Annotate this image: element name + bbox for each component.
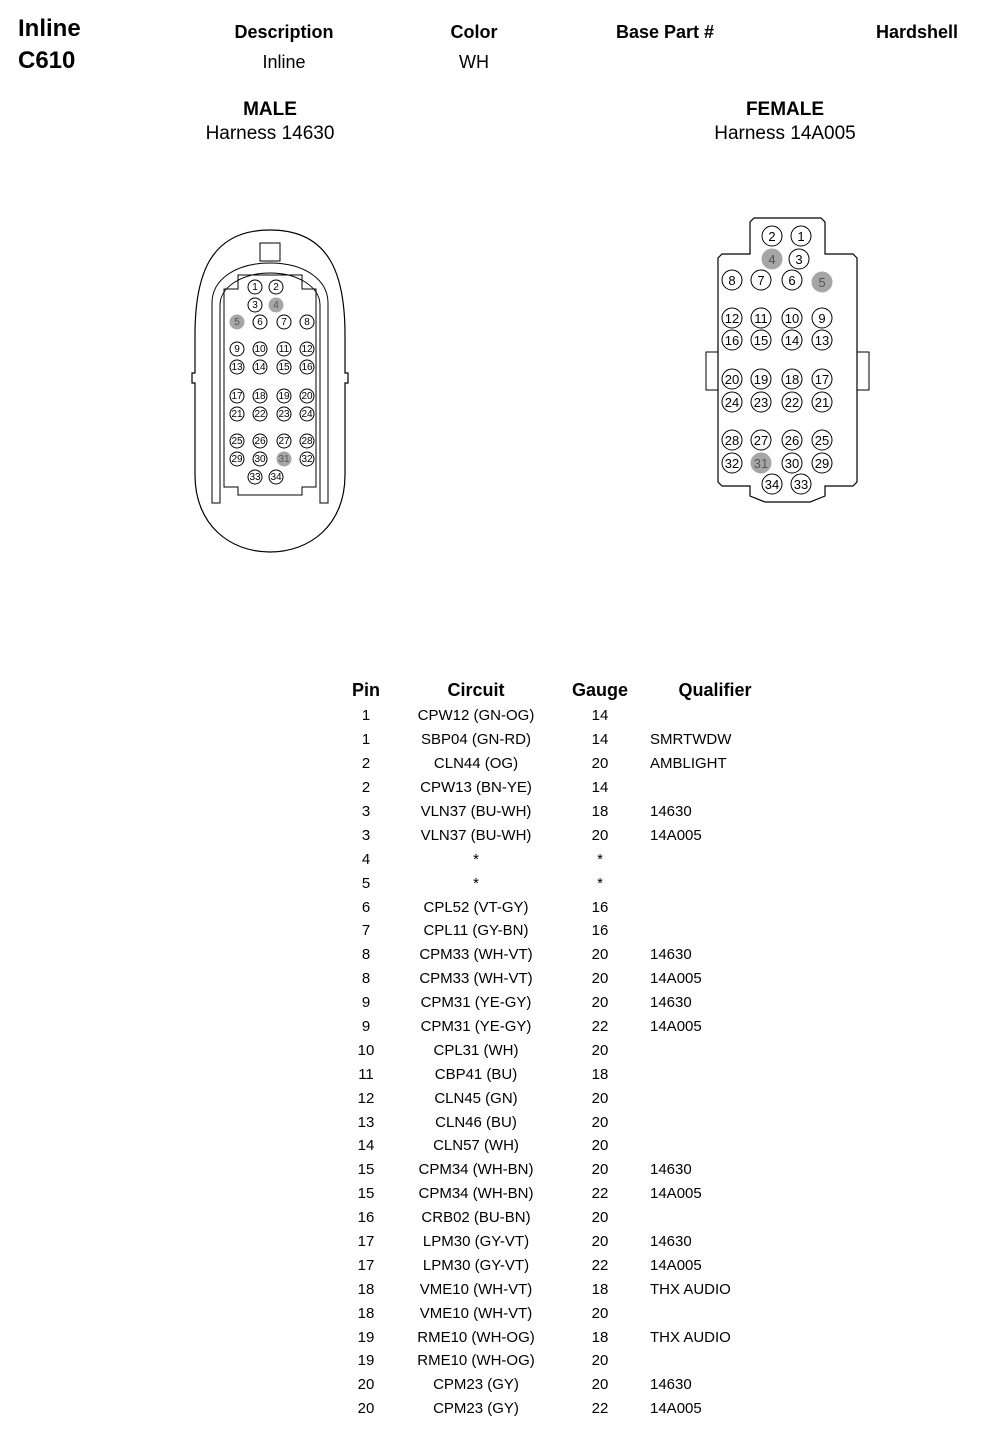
header-gauge: Gauge — [571, 679, 628, 700]
header-pin: Pin — [351, 679, 380, 700]
table-row — [340, 1038, 790, 1062]
pin-cell: 20 — [357, 1376, 375, 1394]
female-pin-label: 29 — [814, 456, 830, 471]
male-pin-label: 8 — [304, 317, 310, 328]
pin-cell: 14 — [357, 1137, 375, 1155]
pin-cell: 3 — [361, 803, 371, 820]
male-inner-shell — [212, 263, 328, 503]
table-header-row — [340, 676, 790, 704]
female-pin-label: 30 — [784, 456, 800, 471]
pin-cell: 7 — [361, 922, 371, 940]
gauge-cell: 16 — [591, 922, 609, 940]
female-pin-label: 33 — [793, 477, 809, 492]
table-row — [340, 943, 790, 967]
qualifier-cell: 14630 — [650, 803, 692, 820]
description-value: Inline — [262, 52, 306, 72]
circuit-cell: CPL31 (WH) — [433, 1041, 519, 1059]
qualifier-cell — [640, 1206, 790, 1230]
circuit-cell: CPM31 (YE-GY) — [420, 994, 532, 1012]
gauge-cell: 20 — [591, 1233, 609, 1251]
circuit-cell: CRB02 (BU-BN) — [421, 1209, 531, 1227]
qualifier-cell — [640, 776, 790, 800]
male-pin-label: 31 — [278, 454, 290, 465]
male-pin-label: 28 — [301, 436, 313, 447]
circuit-cell: LPM30 (GY-VT) — [422, 1233, 530, 1251]
gauge-cell: 20 — [591, 1352, 609, 1370]
table-row — [340, 919, 790, 943]
pin-cell: 18 — [357, 1304, 375, 1322]
qualifier-cell — [640, 847, 790, 871]
circuit-cell: CPL11 (GY-BN) — [423, 922, 529, 940]
male-pin-label: 27 — [278, 436, 290, 447]
table-row — [340, 847, 790, 871]
pin-cell: 9 — [361, 994, 371, 1012]
gauge-cell: 22 — [591, 1256, 609, 1274]
gauge-cell: * — [597, 850, 603, 868]
female-pin-label: 21 — [814, 395, 830, 410]
female-pin-label: 23 — [753, 395, 769, 410]
table-row — [340, 991, 790, 1015]
female-pin-label: 22 — [784, 395, 800, 410]
header-qualifier: Qualifier — [678, 679, 752, 700]
male-pin-label: 6 — [257, 317, 263, 328]
circuit-cell: CLN45 (GN) — [434, 1089, 518, 1107]
male-pin-label: 7 — [281, 317, 287, 328]
qualifier-cell: THX AUDIO — [650, 1328, 731, 1346]
circuit-cell: CPM31 (YE-GY) — [420, 1018, 532, 1036]
male-pin-label: 9 — [234, 344, 240, 355]
gauge-cell: 14 — [591, 731, 609, 749]
circuit-cell: VME10 (WH-VT) — [419, 1304, 533, 1322]
pin-cell: 9 — [361, 1018, 371, 1036]
pin-cell: 15 — [357, 1185, 375, 1203]
pin-table — [340, 676, 790, 1421]
male-pin-label: 32 — [301, 454, 313, 465]
pin-cell: 10 — [357, 1041, 375, 1059]
qualifier-cell: 14A005 — [650, 1400, 702, 1418]
male-pin-label: 16 — [301, 362, 313, 373]
female-pin-label: 17 — [814, 372, 830, 387]
female-pin-label: 2 — [768, 229, 776, 244]
gauge-cell: 18 — [591, 803, 609, 820]
female-pin-label: 4 — [768, 252, 776, 267]
circuit-cell: CLN44 (OG) — [433, 755, 519, 773]
table-row — [340, 1158, 790, 1182]
female-pin-label: 20 — [724, 372, 740, 387]
color-label: Color — [450, 22, 498, 42]
male-outer-shell — [192, 230, 348, 552]
pin-cell: 16 — [357, 1209, 375, 1227]
female-pin-label: 27 — [753, 433, 769, 448]
circuit-cell: CPM34 (WH-BN) — [418, 1185, 534, 1203]
table-row — [340, 1230, 790, 1254]
pin-cell: 6 — [361, 898, 371, 916]
female-pin-label: 9 — [818, 311, 826, 326]
circuit-cell: CPM33 (WH-VT) — [419, 946, 533, 964]
gauge-cell: 20 — [591, 994, 609, 1012]
table-row — [340, 1206, 790, 1230]
pin-cell: 17 — [357, 1233, 375, 1251]
base-part-label: Base Part # — [615, 22, 715, 42]
male-pin-label: 13 — [231, 362, 243, 373]
circuit-cell: CPM34 (WH-BN) — [418, 1161, 534, 1179]
circuit-cell: VLN37 (BU-WH) — [420, 803, 532, 820]
female-pin-label: 8 — [728, 273, 736, 288]
female-pin-label: 32 — [724, 456, 740, 471]
circuit-cell: CPM23 (GY) — [433, 1400, 519, 1418]
male-key — [260, 243, 280, 261]
male-pin-label: 1 — [252, 282, 258, 293]
qualifier-cell: 14630 — [650, 994, 692, 1012]
pin-cell: 1 — [361, 707, 371, 725]
circuit-cell: CLN57 (WH) — [433, 1137, 519, 1155]
male-pin-label: 26 — [254, 436, 266, 447]
qualifier-cell — [640, 1062, 790, 1086]
circuit-cell: * — [473, 874, 479, 892]
gauge-cell: 20 — [591, 1209, 609, 1227]
gauge-cell: 20 — [591, 1113, 609, 1131]
gauge-cell: 18 — [591, 1065, 609, 1083]
male-pin-label: 10 — [254, 344, 266, 355]
female-left-latch — [706, 352, 718, 390]
male-pin-label: 22 — [254, 409, 266, 420]
circuit-cell: CLN46 (BU) — [435, 1113, 517, 1131]
table-row — [340, 1397, 790, 1421]
pin-cell: 19 — [357, 1352, 375, 1370]
pin-cell: 5 — [361, 874, 371, 892]
female-pin-label: 15 — [753, 333, 769, 348]
gauge-cell: 22 — [591, 1400, 609, 1418]
circuit-cell: RME10 (WH-OG) — [417, 1328, 535, 1346]
pin-cell: 15 — [357, 1161, 375, 1179]
female-pin-label: 12 — [724, 311, 740, 326]
circuit-cell: VLN37 (BU-WH) — [420, 826, 532, 844]
female-pin-label: 19 — [753, 372, 769, 387]
male-pin-label: 17 — [231, 391, 243, 402]
qualifier-cell — [640, 1110, 790, 1134]
qualifier-cell: 14630 — [650, 1376, 692, 1394]
qualifier-cell — [640, 919, 790, 943]
pin-cell: 8 — [361, 946, 371, 964]
female-pin-label: 7 — [757, 273, 765, 288]
gauge-cell: 20 — [591, 1089, 609, 1107]
qualifier-cell: 14A005 — [650, 970, 702, 988]
pin-cell: 3 — [361, 826, 371, 844]
qualifier-cell: THX AUDIO — [650, 1280, 731, 1298]
pin-cell: 2 — [361, 779, 371, 797]
qualifier-cell — [640, 1349, 790, 1373]
pin-cell: 1 — [361, 731, 371, 749]
pin-cell: 12 — [357, 1089, 375, 1107]
qualifier-cell — [640, 1038, 790, 1062]
hardshell-label: Hardshell — [876, 22, 959, 42]
qualifier-cell — [640, 1301, 790, 1325]
male-pin-label: 20 — [301, 391, 313, 402]
gauge-cell: 22 — [591, 1018, 609, 1036]
gauge-cell: 20 — [591, 1137, 609, 1155]
table-row — [340, 871, 790, 895]
female-pin-label: 28 — [724, 433, 740, 448]
table-row — [340, 704, 790, 728]
male-pin-label: 29 — [231, 454, 243, 465]
qualifier-cell — [640, 1086, 790, 1110]
female-pin-label: 26 — [784, 433, 800, 448]
connector-id: C610 — [18, 47, 76, 74]
gauge-cell: 20 — [591, 755, 609, 773]
table-row — [340, 776, 790, 800]
table-row — [340, 823, 790, 847]
gauge-cell: 14 — [591, 707, 609, 725]
circuit-cell: CPW13 (BN-YE) — [420, 779, 532, 797]
female-pin-label: 3 — [795, 252, 803, 267]
description-label: Description — [234, 22, 334, 42]
female-pin-label: 25 — [814, 433, 830, 448]
female-pin-label: 24 — [724, 395, 740, 410]
circuit-cell: RME10 (WH-OG) — [417, 1352, 535, 1370]
male-pin-label: 33 — [249, 472, 261, 483]
table-row — [340, 1349, 790, 1373]
table-row — [340, 1325, 790, 1349]
circuit-cell: SBP04 (GN-RD) — [420, 731, 532, 749]
table-row — [340, 1086, 790, 1110]
male-pin-label: 30 — [254, 454, 266, 465]
gauge-cell: * — [597, 874, 603, 892]
female-pin-label: 14 — [784, 333, 800, 348]
qualifier-cell: 14A005 — [650, 1018, 702, 1036]
table-row — [340, 800, 790, 824]
color-value: WH — [459, 52, 489, 72]
gauge-cell: 20 — [591, 1041, 609, 1059]
pin-cell: 19 — [357, 1328, 375, 1346]
gauge-cell: 20 — [591, 946, 609, 964]
qualifier-cell: SMRTWDW — [650, 731, 732, 749]
gauge-cell: 14 — [591, 779, 609, 797]
qualifier-cell: 14A005 — [650, 826, 702, 844]
male-harness: Harness 14630 — [205, 123, 335, 144]
circuit-cell: CPM23 (GY) — [433, 1376, 519, 1394]
pin-cell: 13 — [357, 1113, 375, 1131]
gauge-cell: 20 — [591, 1161, 609, 1179]
male-pin-label: 5 — [234, 317, 240, 328]
table-row — [340, 1110, 790, 1134]
gauge-cell: 20 — [591, 826, 609, 844]
gauge-cell: 18 — [591, 1328, 609, 1346]
circuit-cell: CPL52 (VT-GY) — [423, 898, 529, 916]
qualifier-cell: 14A005 — [650, 1185, 702, 1203]
male-pin-label: 24 — [301, 409, 313, 420]
female-pin-label: 11 — [754, 311, 768, 326]
gauge-cell: 20 — [591, 1304, 609, 1322]
pin-cell: 2 — [361, 755, 371, 773]
female-pin-label: 16 — [724, 333, 740, 348]
female-title: FEMALE — [745, 99, 825, 120]
male-pin-label: 34 — [270, 472, 282, 483]
female-pin-label: 6 — [788, 273, 796, 288]
male-connector-diagram — [180, 225, 360, 560]
pin-cell: 18 — [357, 1280, 375, 1298]
female-pin-label: 1 — [797, 229, 805, 244]
circuit-cell: * — [473, 850, 479, 868]
female-connector-diagram — [700, 212, 875, 512]
circuit-cell: CBP41 (BU) — [434, 1065, 518, 1083]
table-row — [340, 1134, 790, 1158]
qualifier-cell: 14630 — [650, 946, 692, 964]
table-row — [340, 895, 790, 919]
pin-cell: 17 — [357, 1256, 375, 1274]
qualifier-cell — [640, 1134, 790, 1158]
female-pin-label: 31 — [753, 456, 769, 471]
qualifier-cell: 14630 — [650, 1161, 692, 1179]
qualifier-cell — [640, 895, 790, 919]
table-row — [340, 1373, 790, 1397]
qualifier-cell: 14A005 — [650, 1256, 702, 1274]
male-title: MALE — [243, 99, 297, 120]
female-pin-label: 5 — [818, 275, 826, 290]
qualifier-cell — [640, 871, 790, 895]
female-right-latch — [857, 352, 869, 390]
qualifier-cell: AMBLIGHT — [650, 755, 727, 773]
gauge-cell: 16 — [591, 898, 609, 916]
female-harness: Harness 14A005 — [714, 123, 856, 144]
male-pin-label: 12 — [301, 344, 313, 355]
gauge-cell: 20 — [591, 970, 609, 988]
circuit-cell: CPW12 (GN-OG) — [417, 707, 535, 725]
female-pin-label: 13 — [814, 333, 830, 348]
male-pin-label: 23 — [278, 409, 290, 420]
table-row — [340, 752, 790, 776]
male-pin-label: 25 — [231, 436, 243, 447]
table-row — [340, 1301, 790, 1325]
circuit-cell: LPM30 (GY-VT) — [422, 1256, 530, 1274]
male-pin-label: 21 — [231, 409, 243, 420]
male-pin-label: 19 — [278, 391, 290, 402]
connector-type: Inline — [18, 15, 81, 42]
pin-cell: 20 — [357, 1400, 375, 1418]
male-pin-label: 11 — [278, 344, 290, 355]
table-row — [340, 967, 790, 991]
gauge-cell: 18 — [591, 1280, 609, 1298]
male-pin-label: 2 — [273, 282, 279, 293]
table-row — [340, 1277, 790, 1301]
male-pin-label: 18 — [254, 391, 266, 402]
male-pin-label: 3 — [252, 300, 258, 311]
circuit-cell: VME10 (WH-VT) — [419, 1280, 533, 1298]
pin-cell: 8 — [361, 970, 371, 988]
table-row — [340, 728, 790, 752]
qualifier-cell — [640, 704, 790, 728]
pin-cell: 11 — [358, 1065, 374, 1083]
female-pin-label: 34 — [764, 477, 780, 492]
pin-cell: 4 — [361, 850, 371, 868]
header-circuit: Circuit — [447, 679, 505, 700]
circuit-cell: CPM33 (WH-VT) — [419, 970, 533, 988]
male-pin-label: 4 — [273, 300, 279, 311]
gauge-cell: 22 — [591, 1185, 609, 1203]
female-pin-label: 10 — [784, 311, 800, 326]
table-row — [340, 1015, 790, 1039]
table-row — [340, 1062, 790, 1086]
table-row — [340, 1253, 790, 1277]
female-pin-label: 18 — [784, 372, 800, 387]
male-pin-label: 14 — [254, 362, 266, 373]
gauge-cell: 20 — [591, 1376, 609, 1394]
qualifier-cell: 14630 — [650, 1233, 692, 1251]
table-row — [340, 1182, 790, 1206]
male-pin-label: 15 — [278, 362, 290, 373]
